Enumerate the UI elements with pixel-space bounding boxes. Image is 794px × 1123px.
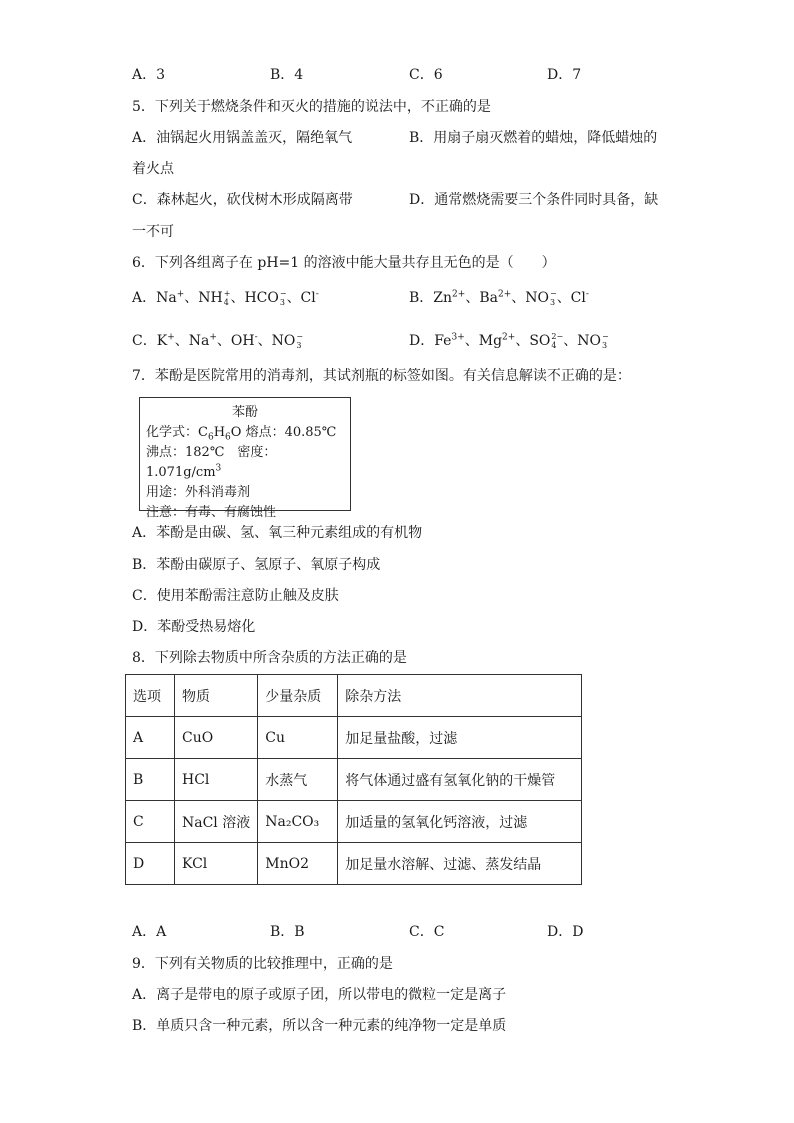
q4-option-b: B．4 — [270, 67, 304, 83]
impurity-table — [125, 674, 582, 885]
table-row — [126, 759, 582, 801]
q8-option-c: C．C — [409, 924, 445, 940]
q5-stem: 5．下列关于燃烧条件和灭火的措施的说法中，不正确的是 — [132, 99, 491, 115]
table-cell: 加足量盐酸，过滤 — [338, 717, 582, 759]
reagent-label-box — [139, 397, 351, 520]
table-cell: KCl — [175, 843, 258, 885]
table-header-row — [126, 675, 582, 717]
q7-stem: 7．苯酚是医院常用的消毒剂，其试剂瓶的标签如图。有关信息解读不正确的是： — [132, 368, 631, 384]
table-cell: 加足量水溶解、过滤、蒸发结晶 — [338, 843, 582, 885]
table-header-cell: 除杂方法 — [338, 675, 582, 717]
q4-option-a: A．3 — [132, 67, 166, 83]
q7-option-a: A．苯酚是由碳、氢、氧三种元素组成的有机物 — [132, 525, 423, 541]
table-cell: C — [126, 801, 175, 843]
label-use: 用途：外科消毒剂 — [146, 485, 251, 500]
q7-option-d: D．苯酚受热易熔化 — [132, 619, 256, 635]
table-cell: 水蒸气 — [258, 759, 338, 801]
q6-stem: 6．下列各组离子在 pH=1 的溶液中能大量共存且无色的是（ ） — [132, 255, 556, 271]
table-cell: NaCl 溶液 — [175, 801, 258, 843]
q8-option-b: B．B — [270, 924, 305, 940]
table-row — [126, 717, 582, 759]
table-row — [126, 843, 582, 885]
table-row — [126, 801, 582, 843]
table-header-cell: 选项 — [126, 675, 175, 717]
label-note: 注意：有毒、有腐蚀性 — [146, 505, 277, 520]
table-cell: CuO — [175, 717, 258, 759]
q6-option-a: A．Na+、NH + 4 、HCO − 3 、Cl- — [132, 289, 319, 307]
q8-stem: 8．下列除去物质中所含杂质的方法正确的是 — [132, 650, 407, 666]
q8-option-d: D．D — [547, 924, 584, 940]
q4-option-d: D．7 — [547, 67, 582, 83]
table-cell: D — [126, 843, 175, 885]
table-cell: Cu — [258, 717, 338, 759]
label-formula-line: 化学式：$C_6H_6O$ 熔点：40.85℃ — [146, 425, 337, 443]
table-cell: Na₂CO₃ — [258, 801, 338, 843]
q9-stem: 9．下列有关物质的比较推理中，正确的是 — [132, 956, 393, 972]
q7-option-c: C．使用苯酚需注意防止触及皮肤 — [132, 588, 339, 604]
table-cell: HCl — [175, 759, 258, 801]
q8-option-a: A．A — [132, 924, 167, 940]
table-cell: 将气体通过盛有氢氧化钠的干燥管 — [338, 759, 582, 801]
label-bp-line: 沸点：182℃ 密度：$1.071g/cm^3$ — [146, 445, 277, 480]
table-cell: A — [126, 717, 175, 759]
q5-option-a: A．油锅起火用锅盖盖灭，隔绝氧气 — [132, 130, 353, 146]
q6-option-b: B．$Zn^{2+}$、$Ba^{2+}$、NO − 3 、Cl- — [409, 289, 589, 307]
q9-option-a: A．离子是带电的原子或原子团，所以带电的微粒一定是离子 — [132, 987, 507, 1003]
table-cell: MnO2 — [258, 843, 338, 885]
q6-option-d: D．$Fe^{3+}$、$Mg^{2+}$、SO 2− 4 、NO − 3 — [409, 332, 609, 350]
table-header-cell: 少量杂质 — [258, 675, 338, 717]
q9-option-b: B．单质只含一种元素，所以含一种元素的纯净物一定是单质 — [132, 1018, 507, 1034]
q5-option-b: B．用扇子扇灭燃着的蜡烛，降低蜡烛的 — [409, 130, 658, 146]
q5-option-d-cont: 一不可 — [132, 224, 174, 240]
q5-option-d: D．通常燃烧需要三个条件同时具备，缺 — [409, 192, 659, 208]
table-cell: B — [126, 759, 175, 801]
q7-option-b: B．苯酚由碳原子、氢原子、氧原子构成 — [132, 557, 381, 573]
table-cell: 加适量的氢氧化钙溶液，过滤 — [338, 801, 582, 843]
label-title: 苯酚 — [231, 405, 258, 420]
q6-option-c: C．K+、Na+、OH-、NO − 3 — [132, 332, 304, 350]
table-header-cell: 物质 — [175, 675, 258, 717]
q4-option-c: C．6 — [409, 67, 443, 83]
q5-option-b-cont: 着火点 — [132, 161, 174, 177]
q5-option-c: C．森林起火，砍伐树木形成隔离带 — [132, 192, 353, 208]
